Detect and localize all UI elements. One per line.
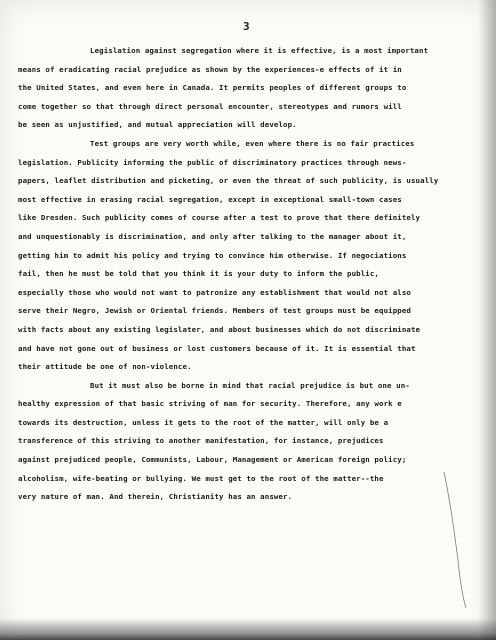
body-text (18, 42, 466, 507)
text-line: towards its destruction, unless it gets to the root of the matter, will only be a (18, 417, 389, 427)
text-line: the United States, and even here in Canada. It permits peoples of different groups to (18, 83, 407, 93)
text-line: But it must also be borne in mind that racial prejudice is but one un- (90, 380, 410, 390)
text-line: and unquestionably is discrimination, and only after talking to the manager about it, (18, 231, 407, 241)
text-line: like Dresden. Such publicity comes of course after a test to prove that there definitely (18, 213, 421, 223)
text-line: very nature of man. And therein, Christianity has an answer. (18, 492, 293, 502)
text-line: Legislation against segregation where it is effective, is a most important (90, 46, 429, 55)
text-line: most effective in erasing racial segregation, except in exceptional small-town cases (18, 194, 402, 204)
text-line: legislation. Publicity informing the public of discriminatory practices through news- (18, 157, 407, 167)
text-line: means of eradicating racial prejudice as shown by the experiences-e effects of it in (18, 64, 402, 74)
scan-shadow-bottom (0, 618, 496, 640)
text-line: healthy expression of that basic striving of man for security. Therefore, any work e (18, 399, 402, 409)
text-line: getting him to admit his policy and trying to convince him otherwise. If negociations (18, 250, 407, 260)
text-line: and have not gone out of business or lost customers because of it. It is essential that (18, 343, 416, 353)
text-line: come together so that through direct personal encounter, stereotypes and rumors will (18, 101, 402, 111)
text-line: serve their Negro, Jewish or Oriental friends. Members of test groups must be equipped (18, 306, 411, 316)
text-line: be seen as unjustified, and mutual appreciation will develop. (18, 120, 297, 130)
text-line: against prejudiced people, Communists, Labour, Management or American foreign policy; (18, 455, 407, 465)
text-line: papers, leaflet distribution and picketing, or even the threat of such publicity, is usually (18, 176, 439, 186)
text-line: especially those who would not want to patronize any establishment that would not also (18, 287, 411, 297)
text-line: their attitude be one of non-violence. (18, 362, 192, 372)
text-line: fail, then he must be told that you think it is your duty to inform the public, (18, 269, 379, 279)
margin-pencil-mark (440, 470, 470, 610)
text-line: alcoholism, wife-beating or bullying. We must get to the root of the matter--the (18, 473, 384, 483)
text-line: Test groups are very worth while, even where there is no fair practices (90, 138, 415, 148)
text-line: with facts about any existing legislater, and about businesses which do not discriminate (18, 324, 421, 334)
scan-shadow-right (478, 0, 496, 640)
text-line: transference of this striving to another manifestation, for instance, prejudices (18, 436, 384, 446)
page-number: 3 (243, 20, 250, 33)
